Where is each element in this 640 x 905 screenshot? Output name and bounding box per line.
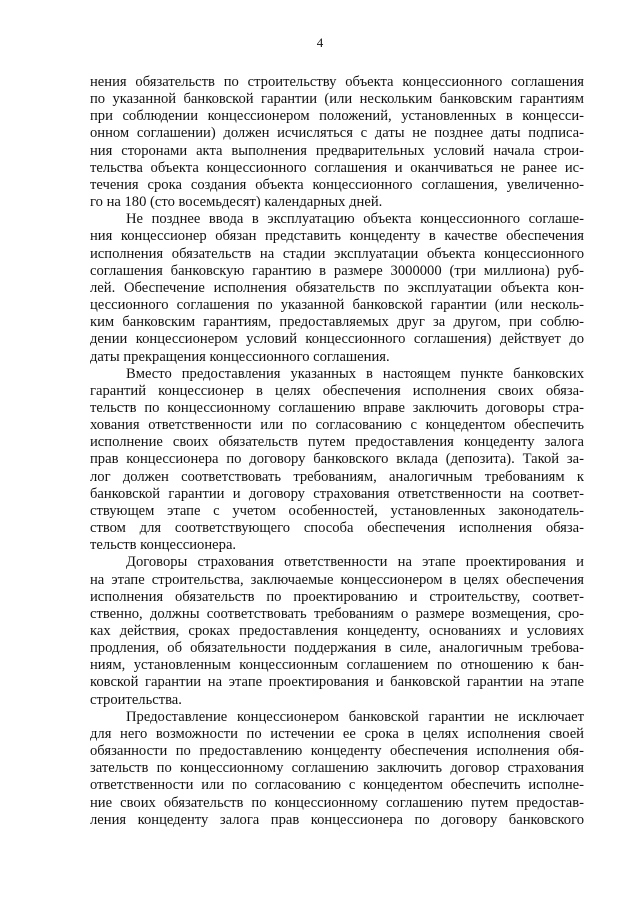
text-line: по указанной банковской гарантии (или нескольким банковским гарантиям — [90, 91, 584, 108]
text-line: тельства объекта концессионного соглашения и оканчиваться не ранее ис- — [90, 159, 584, 176]
text-line: ственно, должны соответствовать требованиям о размере возмещения, сро- — [90, 605, 584, 622]
text-line: течения срока создания объекта концессионного соглашения, увеличенно- — [90, 176, 584, 193]
text-line: тельств концессионера. — [90, 537, 237, 554]
text-line: на этапе строительства, заключаемые концессионером в целях обеспечения — [90, 571, 584, 588]
text-line: лог должен соответствовать требованиям, аналогичным требованиям к — [90, 468, 584, 485]
paragraph — [90, 554, 584, 708]
paragraph — [90, 709, 584, 829]
text-line: банковской гарантии и договору страхования ответственности на соответ- — [90, 485, 584, 502]
text-line: Предоставление концессионером банковской гарантии не исключает — [126, 708, 584, 725]
text-line: исполнения обязательств по проектированию и строительству, соответ- — [90, 588, 584, 605]
text-line: зательств по концессионному соглашению заключить договор страхования — [90, 760, 584, 777]
text-line: при соблюдении концессионером положений, установленных в концесси- — [90, 108, 584, 125]
text-line: даты прекращения концессионного соглашения. — [90, 348, 390, 365]
page-number: 4 — [316, 35, 324, 50]
text-line: го на 180 (сто восемьдесят) календарных дней. — [90, 194, 383, 211]
text-line: Не позднее ввода в эксплуатацию объекта концессионного соглаше- — [126, 211, 584, 228]
paragraph — [90, 366, 584, 555]
text-line: гарантий концессионер в целях обеспечения исполнения своих обяза- — [90, 382, 584, 399]
text-line: ления концеденту залога прав концессионера по договору банковского — [90, 811, 584, 828]
text-line: ках действия, сроках предоставления концеденту, основаниях и условиях — [90, 623, 584, 639]
text-line: ответственности или по согласованию с концедентом обеспечить исполне- — [90, 777, 584, 794]
text-line: лей. Обеспечение исполнения обязательств по эксплуатации объекта кон- — [90, 279, 584, 296]
text-line: хования ответственности или по согласованию с концедентом обеспечить — [90, 417, 584, 434]
text-line: ниям, установленным концессионным соглашением по отношению к бан- — [90, 657, 584, 674]
body-text — [90, 74, 584, 829]
text-line: ством для соответствующего способа обеспечения исполнения обяза- — [90, 520, 584, 537]
text-line: дении концессионером условий концессионного соглашения) действует до — [90, 331, 584, 348]
text-line: тельств по концессионному соглашению вправе заключить договоры стра- — [90, 399, 584, 416]
text-line: Договоры страхования ответственности на этапе проектирования и — [126, 554, 584, 571]
text-line: для него возможности по истечении ее срока в целях исполнения своей — [90, 725, 584, 742]
text-line: ния сторонами акта выполнения предварительных условий начала строи- — [90, 142, 584, 159]
text-line: исполнения обязательств на стадии эксплуатации объекта концессионного — [90, 245, 584, 262]
text-line: ствующем этапе с учетом особенностей, установленных законодатель- — [90, 502, 584, 519]
text-line: ковской гарантии на этапе проектирования и банковской гарантии на этапе — [90, 674, 584, 691]
text-line: соглашения банковскую гарантию в размере 3000000 (три миллиона) руб- — [90, 262, 584, 279]
text-line: цессионного соглашения по указанной банковской гарантии (или несколь- — [90, 297, 584, 314]
text-line: обязанности по предоставлению концеденту обеспечения исполнения обя- — [90, 743, 584, 760]
text-line: ние своих обязательств по концессионному соглашению путем предостав- — [90, 794, 584, 811]
paragraph — [90, 74, 584, 211]
text-line: прав концессионера по договору банковского вклада (депозита). Такой за- — [90, 451, 584, 468]
text-line: строительства. — [90, 691, 182, 708]
text-line: исполнение своих обязательств путем предоставления концеденту залога — [90, 434, 584, 451]
text-line: онном соглашении) должен исчисляться с даты не позднее даты подписа- — [90, 125, 584, 142]
paragraph — [90, 211, 584, 365]
text-line: продления, об обязательности поддержания в силе, аналогичным требова- — [90, 640, 584, 657]
text-line: Вместо предоставления указанных в настоящем пункте банковских — [126, 365, 584, 382]
text-line: нения обязательств по строительству объекта концессионного соглашения — [90, 74, 584, 90]
text-line: ким банковским гарантиям, предоставляемых друг за другом, при соблю- — [90, 314, 584, 331]
text-line: ния концессионер обязан представить концеденту в качестве обеспечения — [90, 228, 584, 245]
